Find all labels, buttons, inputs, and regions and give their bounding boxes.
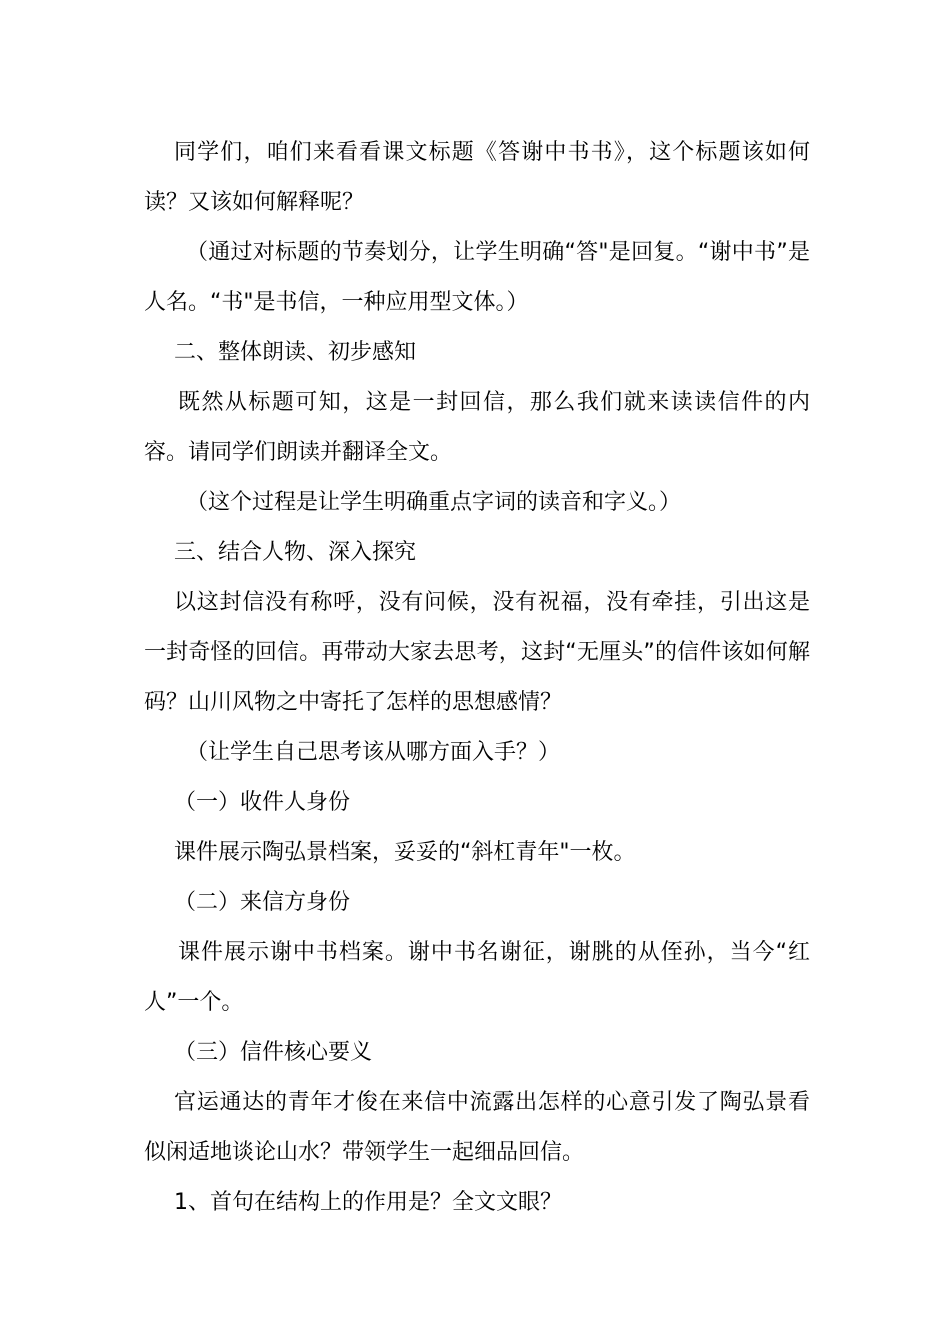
paragraph-recipient: 课件展示陶弘景档案，妥妥的“斜杠青年"一枚。 <box>174 840 636 865</box>
paragraph-core-meaning: 官运通达的青年才俊在来信中流露出怎样的心意引发了陶弘景看似闲适地谈论山水？带领学生一起细品回信。 <box>144 1090 810 1165</box>
subheading-recipient: （一）收件人身份 <box>174 790 351 815</box>
heading-section-2: 二、整体朗读、初步感知 <box>174 340 417 365</box>
paragraph-think-note: （让学生自己思考该从哪方面入手？） <box>186 740 561 765</box>
paragraph-title-question: 同学们，咱们来看看课文标题《答谢中书书》，这个标题该如何读？又该如何解释呢？ <box>144 140 810 215</box>
paragraph-reading: 既然从标题可知，这是一封回信，那么我们就来读读信件的内容。请同学们朗读并翻译全文。 <box>144 390 810 465</box>
document-page <box>144 128 810 1228</box>
subheading-core-meaning: （三）信件核心要义 <box>174 1040 373 1065</box>
list-item-question-1: 1、首句在结构上的作用是？全文文眼？ <box>174 1190 562 1215</box>
heading-section-3: 三、结合人物、深入探究 <box>174 540 417 565</box>
paragraph-letter-question: 以这封信没有称呼，没有问候，没有祝福，没有牵挂，引出这是一封奇怪的回信。再带动大家去思考，这封“无厘头”的信件该如何解码？山川风物之中寄托了怎样的思想感情？ <box>144 590 810 715</box>
paragraph-reading-note: （这个过程是让学生明确重点字词的读音和字义。） <box>186 490 682 515</box>
paragraph-title-note: （通过对标题的节奏划分，让学生明确“答"是回复。“谢中书”是人名。“书"是书信，一种应用型文体。） <box>144 240 810 315</box>
subheading-sender: （二）来信方身份 <box>174 890 351 915</box>
paragraph-sender: 课件展示谢中书档案。谢中书名谢征，谢朓的从侄孙，当今“红人”一个。 <box>144 940 810 1015</box>
